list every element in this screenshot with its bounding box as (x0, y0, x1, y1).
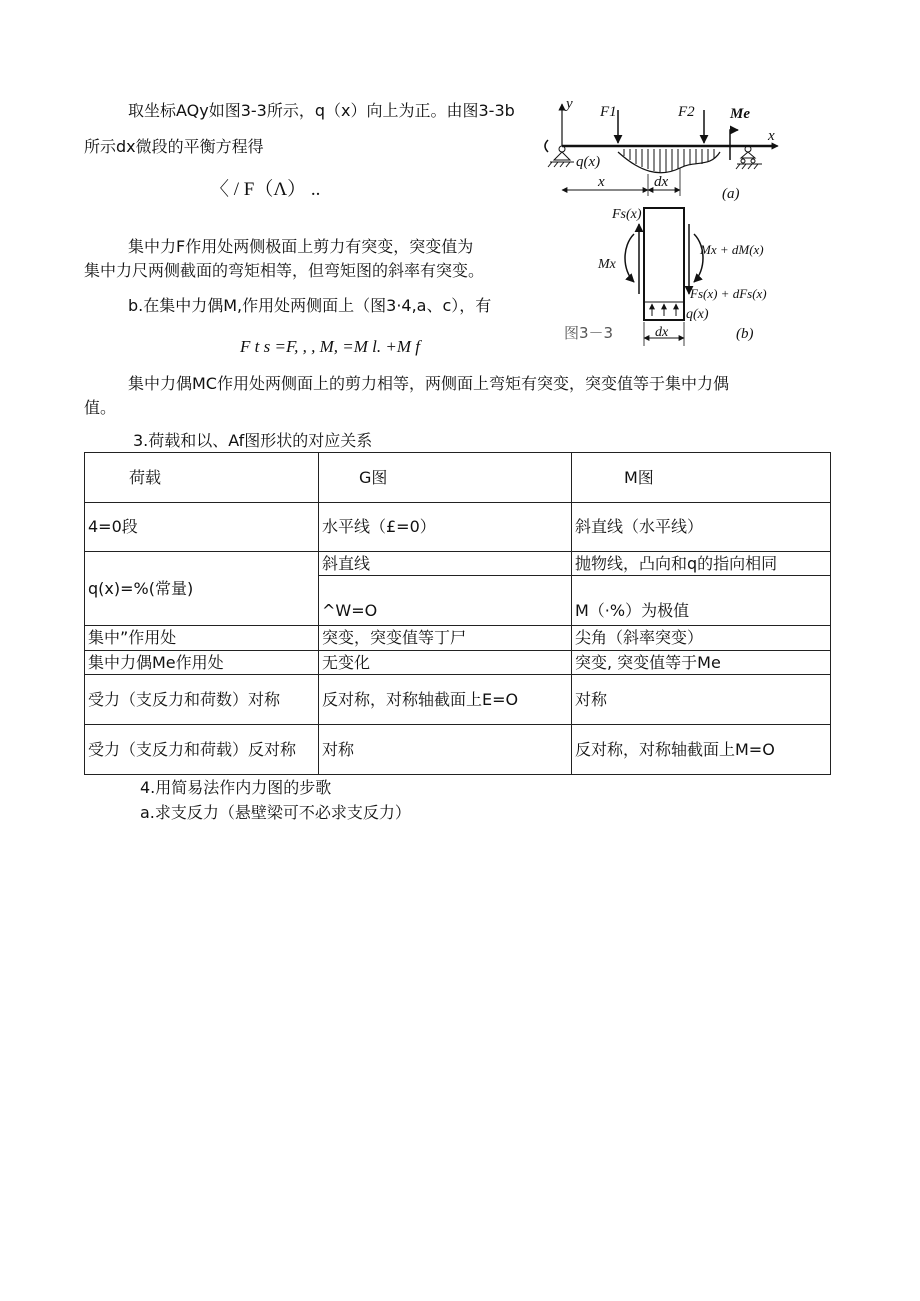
table-cell: 抛物线，凸向和q的指向相同 (572, 552, 831, 576)
table-cell: 反对称，对称轴截面上E=O (319, 675, 572, 725)
table-cell: 水平线（£=0） (319, 503, 572, 552)
table-cell: 集中”作用处 (85, 626, 319, 651)
table-cell: 4=0段 (85, 503, 319, 552)
distributed-load-curve (618, 152, 720, 173)
beam-figure (540, 94, 790, 350)
table-cell: q(x)=%(常量) (85, 552, 319, 626)
para2-line1: 集中力F作用处两侧极面上剪力有突变，突变值为 (128, 237, 474, 256)
moment-right-label: Mx + dM(x) (700, 242, 764, 257)
header-load: 荷载 (85, 453, 319, 503)
y-axis-label: y (566, 96, 573, 112)
section4-title: 4.用简易法作内力图的步歌 (140, 778, 332, 797)
dimension-x-label: x (598, 174, 605, 190)
table-row (85, 675, 831, 725)
section3-title: 3.荷载和以、Af图形状的对应关系 (133, 431, 373, 450)
figure-caption: 图3－3 (564, 324, 614, 342)
load-qx-label: q(x) (576, 154, 601, 170)
figure-label-b: (b) (736, 326, 754, 342)
force-f1-label: F1 (600, 104, 617, 120)
beam-element-rect (644, 208, 684, 320)
para3: b.在集中力偶M,作用处两侧面上（图3·4,a、c），有 (128, 296, 492, 315)
table-cell: 反对称，对称轴截面上M=O (572, 725, 831, 775)
para4-line2: 值。 (84, 398, 117, 417)
distributed-load-arrows-icon (624, 149, 714, 172)
formula-2: F t s =F, , , M, =M l. +M f (240, 337, 421, 356)
table-cell: 尖角（斜率突变） (572, 626, 831, 651)
formula-1: 〈 / F（Λ） .. (210, 179, 321, 200)
table-row (85, 626, 831, 651)
dimension-dx-bottom-label: dx (655, 325, 669, 340)
table-cell: ^W=O (319, 576, 572, 626)
table-cell: 集中力偶Me作用处 (85, 651, 319, 675)
moment-left-arrow-icon (625, 234, 634, 282)
table-cell: 斜直线（水平线） (572, 503, 831, 552)
table-row (85, 651, 831, 675)
table-cell: 斜直线 (319, 552, 572, 576)
table-row (85, 552, 831, 576)
shear-right-label: Fs(x) + dFs(x) (690, 286, 767, 301)
roller-support-icon (736, 146, 762, 169)
couple-me-label: Me (730, 106, 750, 122)
table-cell: M（·%）为极值 (572, 576, 831, 626)
relationship-table (84, 452, 831, 775)
shear-left-label: Fs(x) (612, 207, 642, 222)
table-cell: 对称 (319, 725, 572, 775)
para1-line1: 取坐标AQy如图3-3所示，q（x）向上为正。由图3-3b (128, 101, 515, 120)
table-cell: 受力（支反力和荷数）对称 (85, 675, 319, 725)
header-m-diagram: M图 (572, 453, 831, 503)
step-a: a.求支反力（悬壁梁可不必求支反力） (140, 803, 411, 822)
para4-line1: 集中力偶MC作用处两侧面上的剪力相等，两侧面上弯矩有突变，突变值等于集中力偶 (128, 374, 729, 393)
table-header-row (85, 453, 831, 503)
figure-part-a (545, 96, 778, 202)
force-f2-label: F2 (678, 104, 695, 120)
table-cell: 受力（支反力和荷载）反对称 (85, 725, 319, 775)
figure-part-b (564, 207, 767, 346)
para2-line2: 集中力尺两侧截面的弯矩相等，但弯矩图的斜率有突变。 (84, 261, 485, 280)
figure-label-a: (a) (722, 186, 740, 202)
x-axis-label: x (768, 128, 775, 144)
header-g-diagram: G图 (319, 453, 572, 503)
table-cell: 对称 (572, 675, 831, 725)
moment-left-label: Mx (598, 257, 616, 272)
table-cell: 无变化 (319, 651, 572, 675)
table-row (85, 725, 831, 775)
pin-support-icon (545, 140, 574, 167)
para1-line2: 所示dx微段的平衡方程得 (84, 137, 264, 156)
table-row (85, 503, 831, 552)
table-cell: 突变, 突变值等于Me (572, 651, 831, 675)
table-cell: 突变，突变值等丁尸 (319, 626, 572, 651)
dimension-dx-label: dx (654, 174, 669, 190)
load-bottom-label: q(x) (686, 307, 709, 322)
